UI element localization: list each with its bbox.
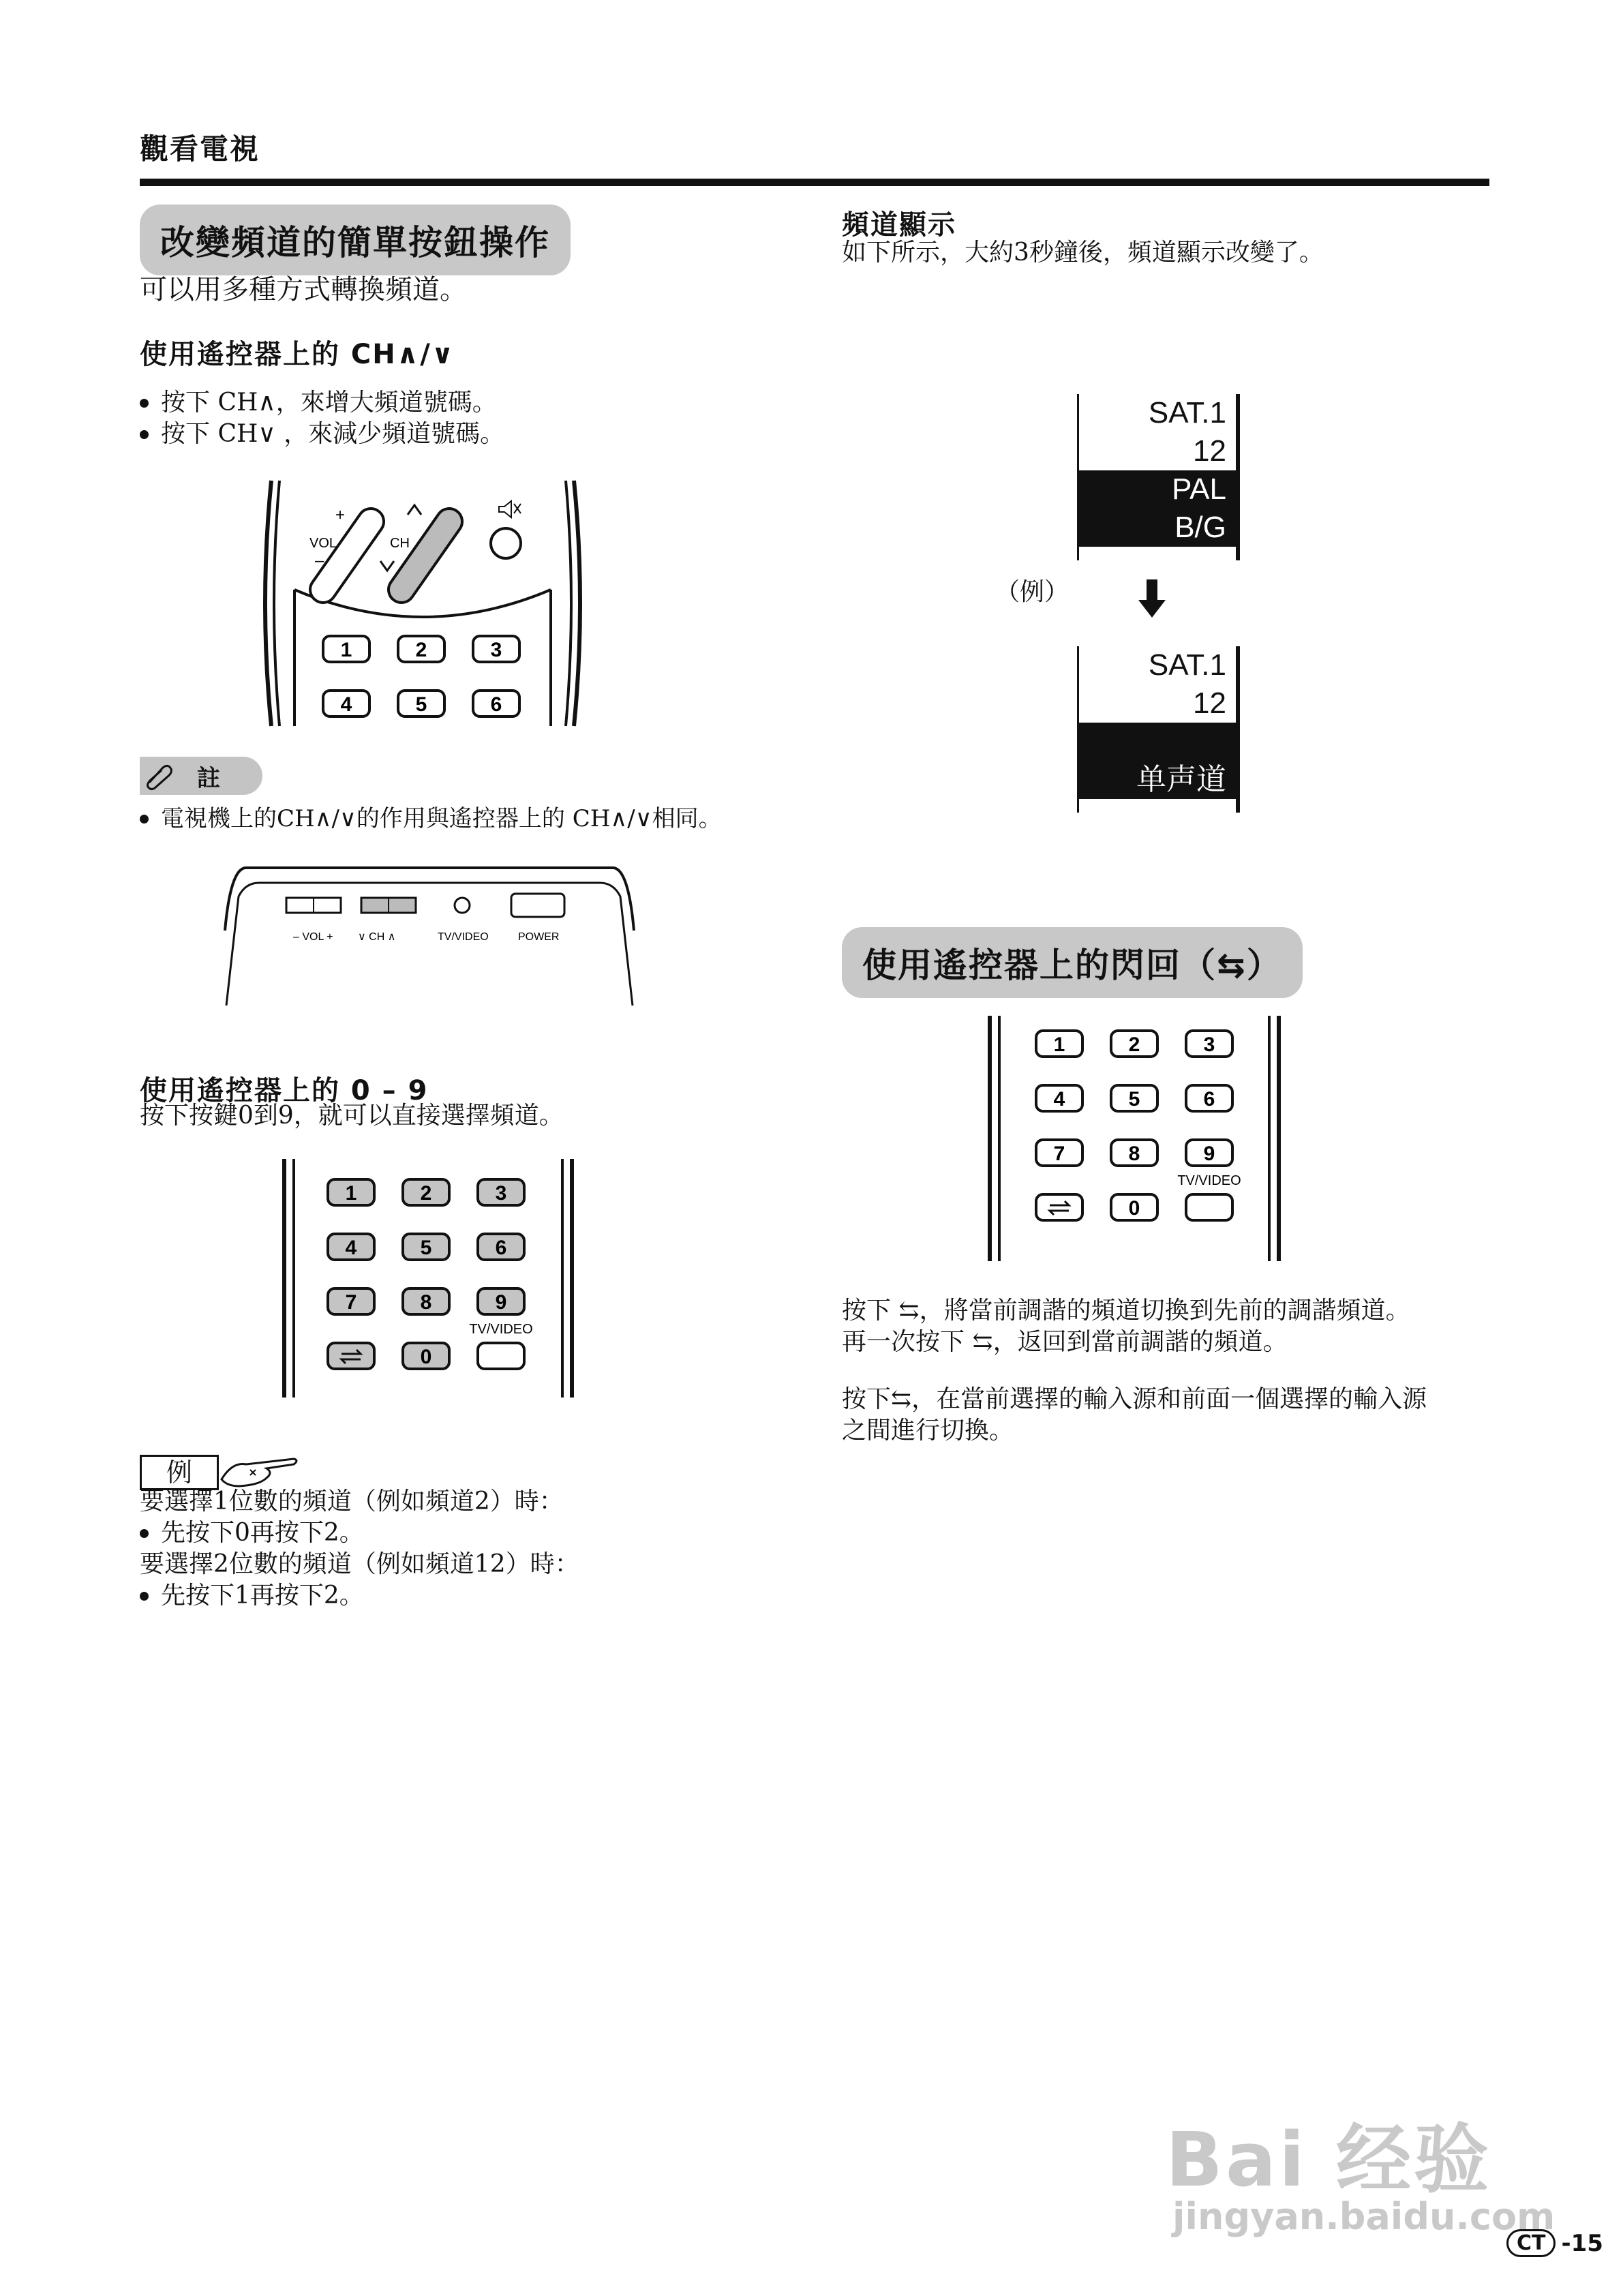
remote-digits-illustration (276, 1159, 583, 1398)
key-label: 8 (420, 1291, 432, 1314)
key-label: 2 (415, 639, 427, 661)
example-line: 先按下0再按下2。 (161, 1519, 364, 1547)
digit-key-7[interactable] (328, 1288, 374, 1314)
vol-panel-label: – VOL + (293, 931, 333, 943)
section-title: 改變頻道的簡單按鈕操作 (140, 205, 571, 275)
tvvideo-key[interactable] (478, 1343, 524, 1369)
bullet-icon (140, 815, 149, 824)
mute-button[interactable] (491, 528, 521, 558)
power-panel-label: POWER (518, 931, 560, 943)
digit-key-3[interactable] (1186, 1031, 1232, 1057)
key-label: 1 (1053, 1033, 1065, 1056)
flashback-key[interactable] (1036, 1194, 1082, 1220)
key-label: 3 (490, 639, 502, 661)
header-rule (140, 179, 1489, 186)
digit-key-4[interactable] (323, 691, 369, 716)
osd-line: B/G (1079, 509, 1236, 547)
digit-key-5[interactable] (403, 1234, 449, 1260)
watermark-brand: Bai 经验 (1166, 2116, 1492, 2203)
paperclip-icon (140, 761, 181, 791)
example-line: 要選擇2位數的頻道（例如頻道12）時： (140, 1550, 579, 1578)
bullet-icon (140, 430, 149, 439)
key-label: 6 (1203, 1088, 1215, 1111)
key-label: 4 (345, 1237, 357, 1259)
flashback-title: 使用遙控器上的閃回（⇆） (842, 927, 1303, 998)
digit-key-6[interactable] (1186, 1085, 1232, 1111)
key-label: 7 (345, 1291, 357, 1314)
running-header: 觀看電視 (140, 132, 260, 166)
key-label: 5 (415, 693, 427, 716)
note-tag (140, 757, 262, 795)
osd-line: PAL (1079, 470, 1236, 509)
key-label: 7 (1053, 1143, 1065, 1165)
key-label: 0 (420, 1346, 432, 1368)
key-label: 0 (1128, 1197, 1140, 1220)
bullet-text: 按下 CH∧，來增大頻道號碼。 (161, 389, 497, 417)
tvvideo-panel-label: TV/VIDEO (438, 931, 489, 943)
digit-key-3[interactable] (473, 636, 519, 662)
osd-line: SAT.1 (1148, 648, 1226, 682)
bullet-icon (140, 399, 149, 408)
ch-bullets (140, 387, 504, 450)
example-label-right: （例） (995, 578, 1070, 606)
digit-key-1[interactable] (323, 636, 369, 662)
intro-text: 可以用多種方式轉換頻道。 (140, 274, 467, 305)
key-label: 1 (340, 639, 352, 661)
digit-key-9[interactable] (1186, 1140, 1232, 1166)
bullet-item (140, 419, 504, 450)
page-footer (1506, 2229, 1603, 2257)
key-label: 3 (1203, 1033, 1215, 1056)
osd-line (1079, 723, 1236, 761)
channel-display-title: 頻道顯示 (842, 209, 956, 241)
digit-key-0[interactable] (403, 1343, 449, 1369)
example-lines (140, 1486, 579, 1612)
vol-label: VOL (309, 536, 337, 551)
digit-key-1[interactable] (328, 1179, 374, 1205)
channel-display-text: 如下所示，大約3秒鐘後，頻道顯示改變了。 (842, 239, 1324, 267)
digit-key-9[interactable] (478, 1288, 524, 1314)
digit-subheading: 使用遙控器上的 0 – 9 (140, 1075, 429, 1106)
ch-rocker[interactable] (384, 504, 468, 608)
digit-key-6[interactable] (478, 1234, 524, 1260)
note-text-row (140, 803, 722, 834)
key-label: 6 (495, 1237, 507, 1259)
key-label: 9 (1203, 1143, 1215, 1165)
tvvideo-key[interactable] (1186, 1194, 1232, 1220)
key-label: 9 (495, 1291, 507, 1314)
down-arrow-icon (1137, 579, 1167, 619)
flashback-line: 再一次按下 ⇆，返回到當前調諧的頻道。 (842, 1328, 1288, 1356)
digit-key-8[interactable] (1111, 1140, 1157, 1166)
osd-before (1077, 394, 1240, 560)
osd-line: 单声道 (1079, 761, 1236, 799)
note-text: 電視機上的CH∧/∨的作用與遙控器上的 CH∧/∨相同。 (161, 805, 722, 832)
example-line: 先按下1再按下2。 (161, 1582, 364, 1610)
tvvideo-key-label: TV/VIDEO (469, 1322, 533, 1337)
digit-key-5[interactable] (398, 691, 444, 716)
ch-up-icon (408, 505, 421, 515)
digit-key-4[interactable] (328, 1234, 374, 1260)
key-label: 1 (345, 1182, 357, 1205)
digit-key-1[interactable] (1036, 1031, 1082, 1057)
digit-key-7[interactable] (1036, 1140, 1082, 1166)
key-label: 3 (495, 1182, 507, 1205)
flashback-para2 (842, 1384, 1427, 1447)
ch-panel-label: ∨ CH ∧ (358, 931, 396, 943)
ch-label: CH (390, 536, 410, 551)
digit-key-3[interactable] (478, 1179, 524, 1205)
osd-line: 12 (1193, 434, 1226, 468)
example-label: 例 (140, 1455, 219, 1490)
digit-text: 按下按鍵0到9，就可以直接選擇頻道。 (140, 1102, 564, 1130)
tvvideo-key-label: TV/VIDEO (1177, 1173, 1241, 1188)
bullet-icon (140, 1529, 149, 1538)
vol-minus-label: – (315, 552, 324, 570)
remote-ch-illustration (259, 474, 586, 733)
flashback-para1 (842, 1295, 1410, 1358)
key-label: 5 (1128, 1088, 1140, 1111)
digit-key-8[interactable] (403, 1288, 449, 1314)
digit-key-2[interactable] (1111, 1031, 1157, 1057)
key-label: 2 (1128, 1033, 1140, 1056)
tv-panel-illustration (218, 856, 641, 1006)
remote-flashback-illustration (982, 1016, 1288, 1261)
digit-key-6[interactable] (473, 691, 519, 716)
vol-plus-label: + (335, 506, 346, 524)
digit-key-4[interactable] (1036, 1085, 1082, 1111)
flashback-line: 之間進行切換。 (842, 1417, 1014, 1445)
osd-line: 12 (1193, 686, 1226, 720)
osd-line: SAT.1 (1148, 396, 1226, 429)
osd-after (1077, 646, 1240, 813)
key-label: 4 (1053, 1088, 1065, 1111)
key-label: 2 (420, 1182, 432, 1205)
watermark-url: jingyan.baidu.com (1172, 2195, 1556, 2238)
example-line: 要選擇1位數的頻道（例如頻道2）時： (140, 1487, 564, 1515)
flashback-line: 按下⇆，在當前選擇的輸入源和前面一個選擇的輸入源 (842, 1385, 1427, 1413)
key-label: 6 (490, 693, 502, 716)
mute-icon (499, 501, 521, 517)
digit-key-2[interactable] (398, 636, 444, 662)
power-button[interactable] (511, 894, 564, 917)
bullet-text: 按下 CH∨ ，來減少頻道號碼。 (161, 420, 505, 448)
bullet-icon (140, 1592, 149, 1601)
digit-key-0[interactable] (1111, 1194, 1157, 1220)
example-bullet (140, 1517, 579, 1549)
digit-key-2[interactable] (403, 1179, 449, 1205)
example-bullet (140, 1580, 579, 1612)
key-label: 5 (420, 1237, 432, 1259)
ch-subheading: 使用遙控器上的 CH∧/∨ (140, 339, 455, 370)
flashback-line: 按下 ⇆，將當前調諧的頻道切換到先前的調諧頻道。 (842, 1297, 1410, 1325)
page-number: -15 (1561, 2229, 1603, 2257)
key-label: 4 (340, 693, 352, 716)
key-label: 8 (1128, 1143, 1140, 1165)
flashback-key[interactable] (328, 1343, 374, 1369)
tv-video-button[interactable] (455, 898, 470, 913)
digit-key-5[interactable] (1111, 1085, 1157, 1111)
language-badge: CT (1506, 2229, 1556, 2257)
bullet-item (140, 387, 504, 419)
ch-down-icon (380, 561, 394, 571)
note-label: 註 (197, 764, 220, 792)
